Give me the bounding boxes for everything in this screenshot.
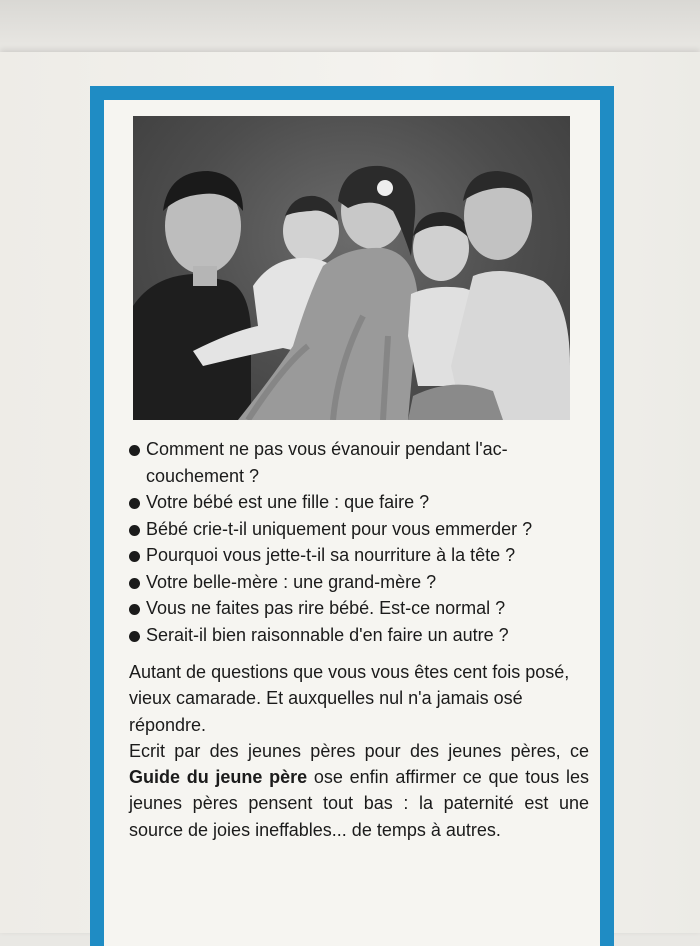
bullet-icon (129, 525, 140, 536)
list-item (129, 516, 589, 543)
list-item-text: Votre belle-mère : une grand-mère ? (146, 571, 437, 592)
book-title: Guide du jeune père (129, 767, 308, 788)
list-item (129, 436, 589, 489)
list-item-text: Votre bébé est une fille : que faire ? (146, 492, 430, 512)
bullet-icon (129, 445, 140, 456)
bullet-icon (129, 551, 140, 562)
bullet-icon (129, 604, 140, 615)
list-item (129, 569, 589, 596)
bullet-icon (129, 578, 140, 589)
blurb-paragraph-2 (129, 738, 589, 843)
list-item-text: Serait-il bien raisonnable d'en faire un autre ? (146, 624, 509, 645)
question-list (129, 436, 589, 648)
family-photo-illustration (133, 116, 570, 420)
list-item-text: Pourquoi vous jette-t-il sa nourriture à la tête ? (146, 545, 516, 565)
list-item (129, 542, 589, 569)
list-item (129, 622, 589, 649)
list-item (129, 489, 589, 516)
list-item-text-continued: couchement ? (146, 465, 260, 486)
blurb-text-after-title: ose enfin affirmer ce que tous les jeunes pères pensent tout bas : la paternité est une source de joies ineffables... de temps à autres. (129, 767, 590, 840)
blurb-paragraph-1: Autant de questions que vous vous êtes cent fois posé, vieux camarade. Et auxquelles nul n'a jamais osé répondre. (129, 662, 570, 735)
list-item-text: Bébé crie-t-il uniquement pour vous emmerder ? (146, 518, 533, 539)
list-item-text: Comment ne pas vous évanouir pendant l'ac- (146, 439, 508, 459)
list-item (129, 595, 589, 622)
bullet-icon (129, 498, 140, 509)
blurb-text-before-title: Ecrit par des jeunes pères pour des jeunes pères, ce (129, 740, 589, 761)
family-photo (133, 116, 570, 420)
list-item-text: Vous ne faites pas rire bébé. Est-ce normal ? (146, 598, 506, 618)
blurb (129, 659, 589, 843)
bullet-icon (129, 631, 140, 642)
